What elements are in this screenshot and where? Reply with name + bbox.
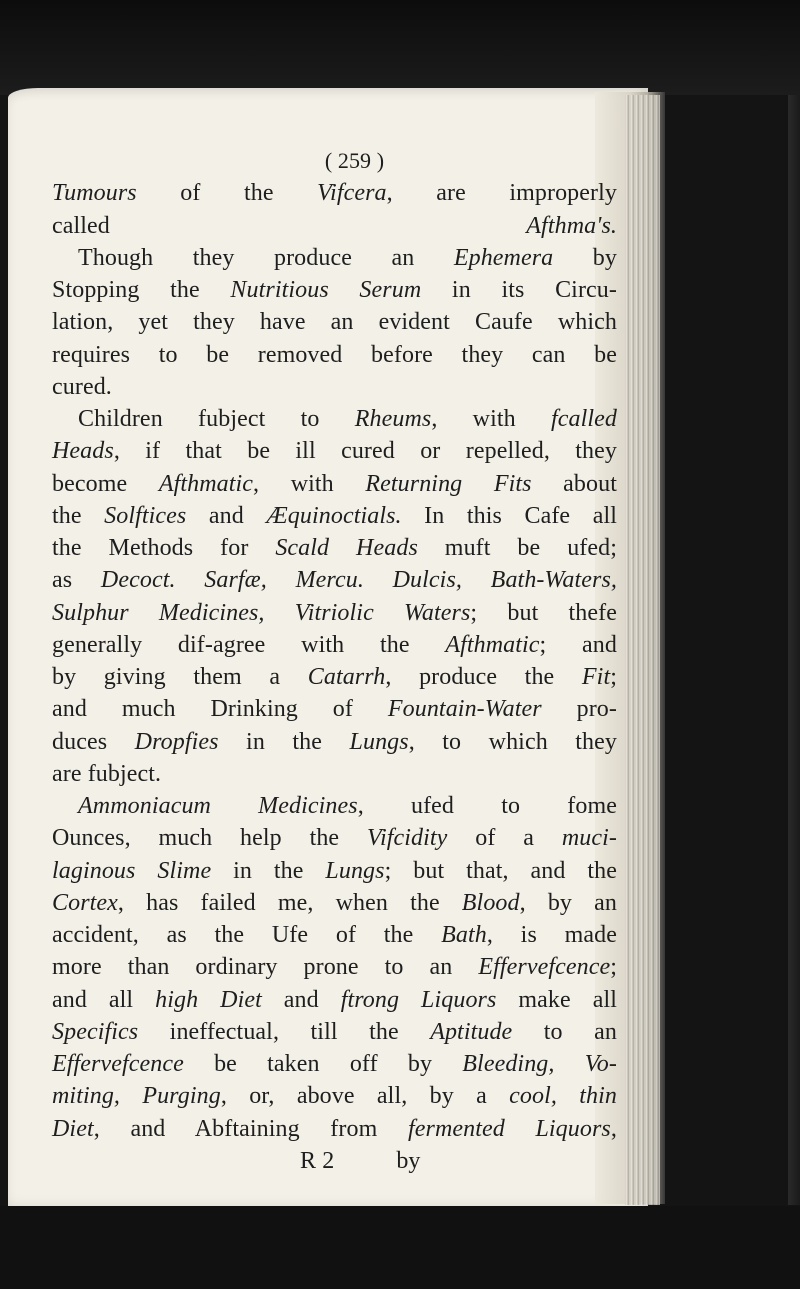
text-run: lation, yet they have an evident Caufe which xyxy=(52,309,617,336)
text-line xyxy=(52,726,617,758)
text-run: by giving them a xyxy=(52,664,308,690)
text-run: to an xyxy=(512,1018,617,1045)
text-line xyxy=(52,822,617,854)
italic-text: Ammoniacum Medicines xyxy=(78,793,358,819)
italic-text: Diet xyxy=(52,1115,94,1142)
text-run: become xyxy=(52,470,159,497)
text-run: cured. xyxy=(52,373,112,400)
text-line xyxy=(52,1048,617,1080)
italic-text: Effervefcence xyxy=(478,954,611,981)
text-run: in the xyxy=(218,728,350,755)
text-line xyxy=(52,919,617,951)
text-line xyxy=(52,887,617,919)
page-edges xyxy=(625,95,660,1205)
text-run: Ounces, much help the xyxy=(52,825,368,852)
page-footer xyxy=(52,1145,617,1177)
italic-text: Sulphur Medicines, Vitriolic Waters xyxy=(52,599,471,626)
italic-text: Solftices xyxy=(104,502,187,529)
text-run: by xyxy=(553,244,617,271)
text-line xyxy=(52,274,617,306)
italic-text: Æquinoctials. xyxy=(266,502,402,529)
text-line xyxy=(52,210,617,242)
text-run: In this Cafe all xyxy=(401,502,617,529)
text-run: ineffectual, till the xyxy=(138,1018,431,1045)
text-line xyxy=(52,468,617,500)
italic-text: Tumours xyxy=(52,180,137,207)
italic-text: laginous Slime xyxy=(52,857,212,884)
text-line xyxy=(52,758,617,790)
text-line xyxy=(52,371,617,403)
italic-text: Returning Fits xyxy=(365,470,532,497)
signature-mark: R 2 xyxy=(300,1147,335,1174)
text-line xyxy=(52,951,617,983)
text-run: in the xyxy=(211,857,326,884)
text-line xyxy=(52,1016,617,1048)
text-run: Children fubject to xyxy=(78,406,355,432)
text-line xyxy=(52,306,617,338)
body-text xyxy=(52,177,617,1145)
text-line xyxy=(52,855,617,887)
italic-text: Bath xyxy=(441,922,487,948)
scan-background-bottom xyxy=(0,1206,800,1289)
italic-text: fermented Liquors xyxy=(407,1115,611,1142)
text-line xyxy=(52,242,617,274)
text-line xyxy=(52,564,617,596)
text-line xyxy=(52,500,617,532)
text-run: in its Circu- xyxy=(421,277,617,303)
catchword: by xyxy=(396,1147,421,1174)
text-line xyxy=(52,177,617,209)
italic-text: Afthmatic xyxy=(158,470,254,497)
italic-text: Afthmatic xyxy=(445,631,540,658)
text-line xyxy=(52,435,617,467)
italic-text: Fountain-Water xyxy=(387,696,542,723)
text-run: , if that be ill cured or repelled, they xyxy=(113,438,617,465)
text-run: the xyxy=(52,502,105,529)
text-run: the Methods for xyxy=(52,535,276,561)
text-run: , with xyxy=(431,406,551,432)
binding-edge xyxy=(788,95,800,1205)
text-run: , with xyxy=(253,470,366,497)
text-line xyxy=(52,629,617,661)
text-run: accident, as the Ufe of the xyxy=(52,922,442,948)
text-run: generally dif-agree with the xyxy=(52,631,446,658)
text-run: , is made xyxy=(486,922,617,948)
text-line xyxy=(52,403,617,435)
text-run: ; but thefe xyxy=(470,599,617,626)
text-run: about xyxy=(531,470,617,497)
text-run: and much Drinking of xyxy=(52,696,388,723)
text-run: , by an xyxy=(519,889,617,916)
text-run: , and Abftaining from xyxy=(93,1115,408,1142)
italic-text: Vifcera xyxy=(317,180,387,207)
italic-text: Rheums xyxy=(354,406,432,432)
text-run: , xyxy=(610,1115,617,1142)
text-run: pro- xyxy=(541,696,617,723)
text-run: and all xyxy=(52,986,156,1013)
page-text xyxy=(52,145,617,1177)
text-run: called xyxy=(52,212,527,239)
text-run: of a xyxy=(447,825,562,852)
text-run: and xyxy=(186,502,267,529)
page-number: ( 259 ) xyxy=(324,148,385,173)
text-line xyxy=(52,1080,617,1112)
italic-text: ftrong Liquors xyxy=(340,986,497,1013)
text-run: , or, above all, by a xyxy=(220,1083,510,1110)
text-run: make all xyxy=(496,986,617,1013)
text-run: requires to be removed before they can be xyxy=(52,341,617,368)
italic-text: Fit xyxy=(581,664,611,690)
italic-text: high Diet xyxy=(155,986,262,1013)
text-run: ; xyxy=(610,954,617,981)
text-run: Stopping the xyxy=(52,277,231,303)
italic-text: Aptitude xyxy=(430,1018,513,1045)
text-line xyxy=(52,790,617,822)
text-run: , to which they xyxy=(408,728,618,755)
italic-text: Vifcidity xyxy=(367,825,448,852)
italic-text: Blood xyxy=(461,889,520,916)
text-run: more than ordinary prone to an xyxy=(52,954,479,981)
text-run: Though they produce an xyxy=(78,244,454,271)
text-run: are fubject. xyxy=(52,760,162,787)
italic-text: Heads xyxy=(52,438,114,465)
text-run: duces xyxy=(52,728,135,755)
italic-text: Effervefcence xyxy=(52,1051,184,1077)
text-line xyxy=(52,661,617,693)
italic-text: Lungs xyxy=(325,857,385,884)
text-line xyxy=(52,339,617,371)
text-line xyxy=(52,597,617,629)
italic-text: muci- xyxy=(561,825,618,852)
text-run: ; and xyxy=(539,631,617,658)
italic-text: Afthma's. xyxy=(526,212,617,239)
text-run: ; but that, and the xyxy=(384,857,617,884)
text-run: , produce the xyxy=(385,664,582,690)
text-line xyxy=(52,532,617,564)
italic-text: Scald Heads xyxy=(275,535,418,561)
italic-text: fcalled xyxy=(550,406,617,432)
text-run: , ufed to fome xyxy=(357,793,617,819)
text-line xyxy=(52,1113,617,1145)
text-run: ; xyxy=(610,664,617,690)
italic-text: Nutritious Serum xyxy=(230,277,422,303)
text-run: muft be ufed; xyxy=(417,535,618,561)
text-run: be taken off by xyxy=(183,1051,463,1077)
text-line xyxy=(52,984,617,1016)
italic-text: Bleeding, Vo- xyxy=(462,1051,617,1077)
italic-text: miting, Purging xyxy=(52,1083,221,1110)
italic-text: cool, thin xyxy=(509,1083,617,1110)
text-run: , has failed me, when the xyxy=(117,889,462,916)
text-run: and xyxy=(261,986,341,1013)
italic-text: Specifics xyxy=(52,1018,139,1045)
scan-background-top xyxy=(0,0,800,95)
text-run: , are improperly xyxy=(386,180,617,207)
italic-text: Lungs xyxy=(349,728,409,755)
italic-text: Ephemera xyxy=(453,244,554,271)
text-line xyxy=(52,693,617,725)
italic-text: Catarrh xyxy=(307,664,386,690)
text-run: as xyxy=(52,567,101,594)
text-run: of the xyxy=(136,180,318,207)
italic-text: Decoct. Sarfæ, Mercu. Dulcis, Bath-Waters, xyxy=(100,567,617,594)
italic-text: Dropfies xyxy=(134,728,219,755)
italic-text: Cortex xyxy=(52,889,118,916)
